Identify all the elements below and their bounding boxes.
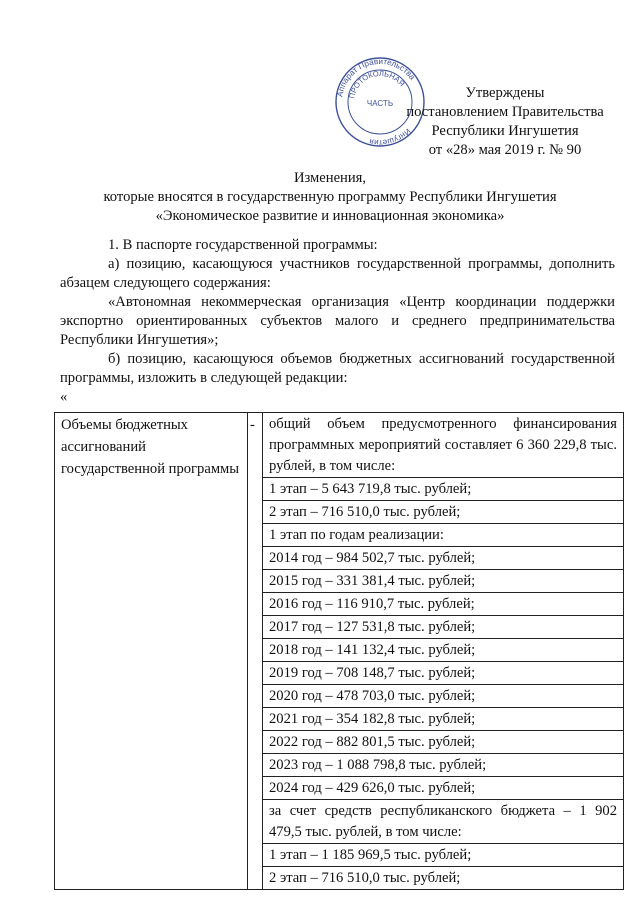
quote-open-mark: « (60, 389, 68, 405)
title-line-3: «Экономическое развитие и инновационная экономика» (155, 208, 505, 224)
regional-budget-text: за счет средств республиканского бюджета – 1 902 479,5 тыс. рублей, в том числе: (263, 800, 623, 844)
approval-block (380, 84, 630, 160)
total-financing-text: общий объем предусмотренного финансирования программных мероприятий составляет 6 360 229,8 тыс. рублей, в том числе: (263, 413, 623, 478)
table-dash-cell: - (248, 413, 263, 890)
list-item: 2015 год – 331 381,4 тыс. рублей; (263, 570, 623, 593)
list-item: 2019 год – 708 148,7 тыс. рублей; (263, 662, 623, 685)
list-item: 2 этап – 716 510,0 тыс. рублей; (263, 501, 623, 524)
list-item: 2018 год – 141 132,4 тыс. рублей; (263, 639, 623, 662)
list-item: 2 этап – 716 510,0 тыс. рублей; (269, 870, 461, 886)
title-line-2: которые вносятся в государственную программу Республики Ингушетия (103, 189, 557, 205)
list-item: 2014 год – 984 502,7 тыс. рублей; (263, 547, 623, 570)
approval-line-2: постановлением Правительства (406, 104, 604, 120)
list-item: 1 этап – 5 643 719,8 тыс. рублей; (263, 478, 623, 501)
list-item: 2024 год – 429 626,0 тыс. рублей; (263, 777, 623, 800)
table-label-cell: Объемы бюджетных ассигнований государственной программы (55, 413, 248, 890)
list-item: 2016 год – 116 910,7 тыс. рублей; (263, 593, 623, 616)
list-item: 1 этап – 1 185 969,5 тыс. рублей; (263, 844, 623, 867)
list-item: 2021 год – 354 182,8 тыс. рублей; (263, 708, 623, 731)
table-row (55, 413, 624, 890)
approval-line-4: от «28» мая 2019 г. № 90 (428, 142, 582, 158)
table-value-cell (263, 413, 624, 890)
stamp-center-text: ЧАСТЬ (366, 99, 394, 108)
approval-line-1: Утверждены (465, 85, 545, 101)
paragraph-2: а) позицию, касающуюся участников государственной программы, дополнить абзацем следующего содержания: (60, 256, 615, 291)
approval-line-3: Республики Ингушетия (431, 123, 579, 139)
list-item: 2023 год – 1 088 798,8 тыс. рублей; (263, 754, 623, 777)
paragraph-4: б) позицию, касающуюся объемов бюджетных ассигнований государственной программы, изложить в следующей редакции: (60, 351, 615, 386)
paragraph-3: «Автономная некоммерческая организация «Центр координации поддержки экспортно ориентированных субъектов малого и среднего предпринимательства Республики Ингушетия»; (60, 294, 615, 348)
stamp-inner-text: ПРОТОКОЛЬНАЯ (347, 68, 407, 100)
document-title (60, 169, 600, 226)
budget-table (54, 412, 624, 890)
list-item: 2022 год – 882 801,5 тыс. рублей; (263, 731, 623, 754)
list-item: 1 этап по годам реализации: (263, 524, 623, 547)
stamp-org-text: Аппарат Правительства (335, 56, 417, 98)
list-item: 2020 год – 478 703,0 тыс. рублей; (263, 685, 623, 708)
title-line-1: Изменения, (293, 170, 367, 186)
list-item: 2017 год – 127 531,8 тыс. рублей; (263, 616, 623, 639)
paragraph-1: 1. В паспорте государственной программы: (108, 237, 378, 253)
document-body (60, 236, 615, 407)
stamp-region-text: Ингушетия (368, 126, 413, 148)
